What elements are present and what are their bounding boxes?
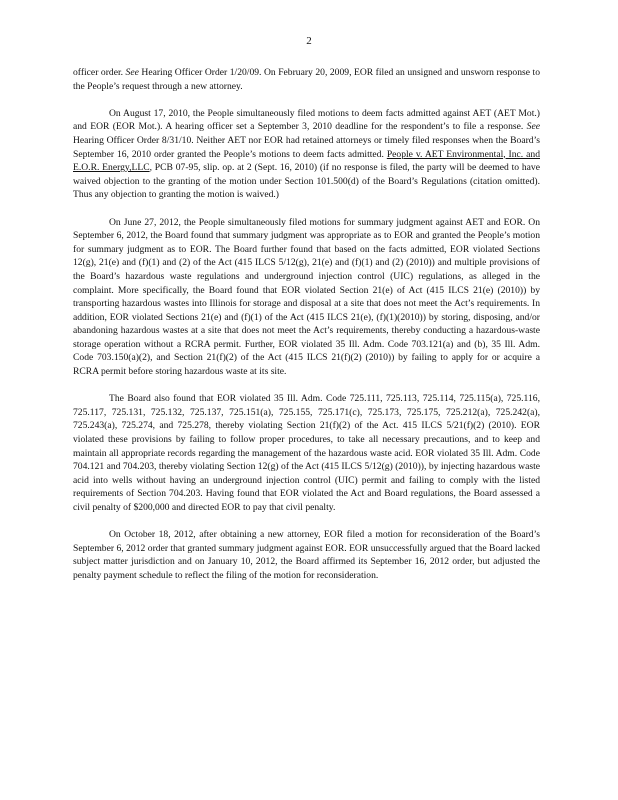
citation-signal: See — [526, 121, 540, 133]
paragraph-text: , PCB 07-95, slip. op. at 2 (Sept. 16, 2010) (if no response is filed, the party will be deemed to have waived objection to the granting of the motion under Section 101.500(d) of the Board’s Regulations (citation omitted). Thus any objection to granting the motion is waived.) — [73, 162, 540, 201]
paragraph-board-findings: The Board also found that EOR violated 35 Ill. Adm. Code 725.111, 725.113, 725.114, 725.115(a), 725.116, 725.117, 725.131, 725.132, 725.137, 725.151(a), 725.155, 725.171(c), 725.173, 725.175, 725.212(a), 725.242(a), 725.243(a), 725.274, and 725.278, thereby violating Section 21(f)(2) of the Act. 415 ILCS 5/21(f)(2) (2010). EOR violated these provisions by failing to follow proper procedures, to take all necessary precautions, and to keep and maintain all appropriate records regarding the management of the hazardous waste acid. EOR violated 35 Ill. Adm. Code 704.121 and 704.203, thereby violating Section 12(g) of the Act (415 ILCS 5/12(g) (2010)), by injecting hazardous waste acid into wells without having an underground injection control (UIC) permit and failing to comply with the listed requirements of Section 704.203. Having found that EOR violated the Act and Board regulations, the Board assessed a civil penalty of $200,000 and directed EOR to pay that civil penalty. — [73, 393, 540, 513]
paragraph-text: On August 17, 2010, the People simultaneously filed motions to deem facts admitted against AET (AET Mot.) and EOR (EOR Mot.). A hearing officer set a September 3, 2010 deadline for the respondent’s to file a response. — [73, 107, 540, 133]
body-text — [73, 66, 540, 596]
paragraph-june-2012: On June 27, 2012, the People simultaneously filed motions for summary judgment against AET and EOR. On September 6, 2012, the Board found that summary judgment was appropriate as to EOR and granted the People’s motion for summary judgment as to EOR. The Board further found that based on the facts admitted, EOR violated Sections 12(g), 21(e) and (f)(1) and (2) of the Act (415 ILCS 5/12(g), 21(e) and (f)(1) and (2) (2010)) and multiple provisions of the Board’s hazardous waste regulations and underground injection control (UIC) regulations, as alleged in the complaint. More specifically, the Board found that EOR violated Section 21(e) of Act (415 ILCS 21(e) (2010)) by transporting hazardous wastes into Illinois for storage and disposal at a site that does not meet the Act’s requirements. In addition, EOR violated Sections 21(e) and (f)(1) of the Act (415 ILCS 21(e), (f)(1)(2010)) by storing, disposing, and/or abandoning hazardous wastes at a site that does not meet the Act’s requirements, thereby conducting a hazardous-waste storage operation without a RCRA permit. Further, EOR violated 35 Ill. Adm. Code 703.121(a) and (b), 35 Ill. Adm. Code 703.150(a)(2), and Section 21(f)(2) of the Act (415 ILCS 21(f)(2) (2010)) by failing to apply for or acquire a RCRA permit before storing hazardous waste at its site. — [73, 216, 540, 378]
citation-signal: See — [125, 67, 139, 78]
paragraph-august-2010 — [73, 107, 540, 202]
paragraph-text: Hearing Officer Order 1/20/09. On February 20, 2009, EOR filed an unsigned and unsworn response to the People’s request through a new attorney. — [73, 67, 541, 92]
paragraph-continuation — [73, 66, 540, 93]
case-citation: People v. AET Environmental, Inc. and E.O.R. Energy,LLC — [73, 148, 540, 174]
page-number: 2 — [306, 35, 312, 47]
paragraph-text: Hearing Officer Order 8/31/10. Neither AET nor EOR had retained attorneys or timely filed responses when the Board’s September 16, 2010 order granted the People’s motions to deem facts admitted. — [73, 134, 540, 160]
paragraph-october-2012: On October 18, 2012, after obtaining a new attorney, EOR filed a motion for reconsideration of the Board’s September 6, 2012 order that granted summary judgment against EOR. EOR unsuccessfully argued that the Board lacked subject matter jurisdiction and on January 10, 2012, the Board affirmed its September 16, 2012 order, but adjusted the penalty payment schedule to reflect the filing of the motion for reconsideration. — [73, 529, 540, 581]
paragraph-text: officer order. — [73, 67, 126, 78]
